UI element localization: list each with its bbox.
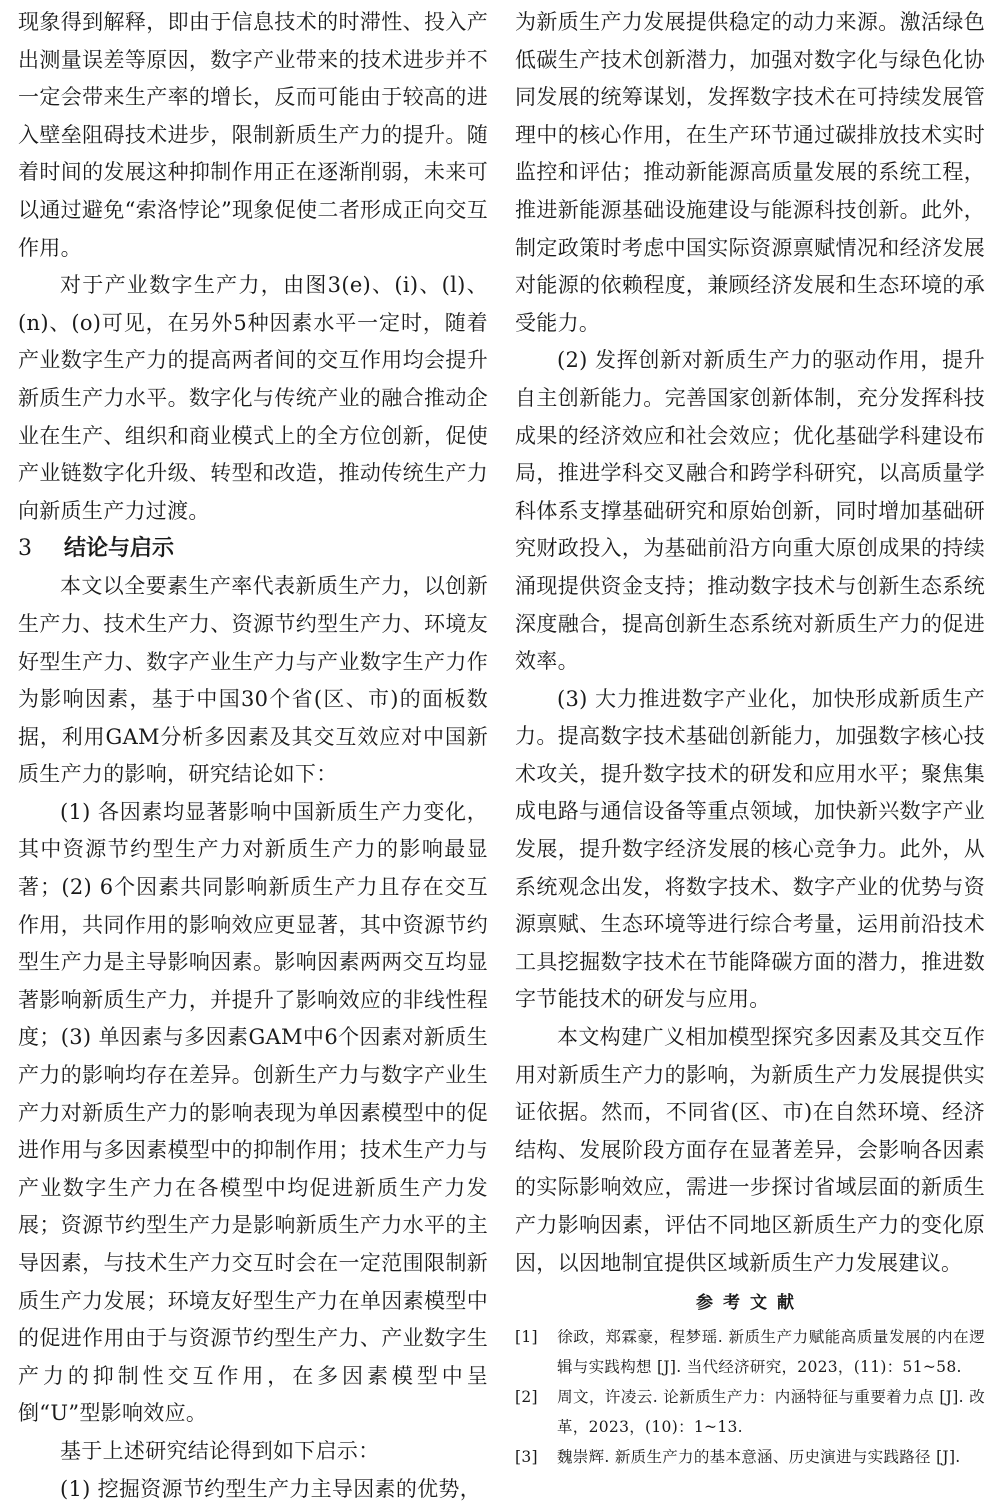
references-heading: 参考文献 <box>696 1293 804 1314</box>
paragraph: 对于产业数字生产力，由图3(e)、(i)、(l)、(n)、(o)可见，在另外5种因素水平一定时，随着产业数字生产力的提高两者间的交互作用均会提升新质生产力水平。数字化与传统产业的融合推动企业在生产、组织和商业模式上的全方位创新，促使产业链数字化升级、转型和改造，推动传统生产力向新质生产力过渡。 <box>18 273 488 523</box>
reference-item <box>515 1382 985 1442</box>
paragraph: 为新质生产力发展提供稳定的动力来源。激活绿色低碳生产技术创新潜力，加强对数字化与绿色化协同发展的统筹谋划，发挥数字技术在可持续发展管理中的核心作用，在生产环节通过碳排放技术实时监控和评估；推动新能源高质量发展的系统工程，推进新能源基础设施建设与能源科技创新。此外，制定政策时考虑中国实际资源禀赋情况和经济发展对能源的依赖程度，兼顾经济发展和生态环境的承受能力。 <box>515 10 985 335</box>
section-heading <box>18 530 488 568</box>
paragraph: (1) 各因素均显著影响中国新质生产力变化，其中资源节约型生产力对新质生产力的影响最显著；(2) 6个因素共同影响新质生产力且存在交互作用，共同作用的影响效应更显著，其中资源节约型生产力是主导影响因素。影响因素两两交互均显著影响新质生产力，并提升了影响效应的非线性程度；(3) 单因素与多因素GAM中6个因素对新质生产力的影响均存在差异。创新生产力与数字产业生产力对新质生产力的影响表现为单因素模型中的促进作用与多因素模型中的抑制作用；技术生产力与产业数字生产力在各模型中均促进新质生产力发展；资源节约型生产力是影响新质生产力水平的主导因素，与技术生产力交互时会在一定范围限制新质生产力发展；环境友好型生产力在单因素模型中的促进作用由于与资源节约型生产力、产业数字生产力的抑制性交互作用，在多因素模型中呈倒“U”型影响效应。 <box>18 799 488 1426</box>
section-number: 3 <box>18 536 32 562</box>
left-column <box>18 4 488 1508</box>
paragraph: 现象得到解释，即由于信息技术的时滞性、投入产出测量误差等原因，数字产业带来的技术进步并不一定会带来生产率的增长，反而可能由于较高的进入壁垒阻碍技术进步，限制新质生产力的提升。随着时间的发展这种抑制作用正在逐渐削弱，未来可以通过避免“索洛悖论”现象促使二者形成正向交互作用。 <box>18 10 488 260</box>
reference-text: 魏崇辉. 新质生产力的基本意涵、历史演进与实践路径 [J]. <box>557 1448 961 1467</box>
section-title: 结论与启示 <box>64 536 175 562</box>
reference-text: 徐政，郑霖豪，程梦瑶. 新质生产力赋能高质量发展的内在逻辑与实践构想 [J]. 当代经济研究，2023，(11)：51~58. <box>557 1328 985 1377</box>
paragraph: 本文以全要素生产率代表新质生产力，以创新生产力、技术生产力、资源节约型生产力、环境友好型生产力、数字产业生产力与产业数字生产力作为影响因素，基于中国30个省(区、市)的面板数据，利用GAM分析多因素及其交互效应对中国新质生产力的影响，研究结论如下： <box>18 574 488 787</box>
paragraph: (2) 发挥创新对新质生产力的驱动作用，提升自主创新能力。完善国家创新体制，充分发挥科技成果的经济效应和社会效应；优化基础学科建设布局，推进学科交叉融合和跨学科研究，以高质量学科体系支撑基础研究和原始创新，同时增加基础研究财政投入，为基础前沿方向重大原创成果的持续涌现提供资金支持；推动数字技术与创新生态系统深度融合，提高创新生态系统对新质生产力的促进效率。 <box>515 348 985 674</box>
reference-number: [3] <box>515 1448 538 1467</box>
reference-item <box>515 1442 985 1472</box>
right-column <box>515 4 985 1472</box>
reference-number: [2] <box>515 1388 538 1407</box>
reference-text: 周文，许凌云. 论新质生产力：内涵特征与重要着力点 [J]. 改革，2023，(10)：1~13. <box>557 1388 985 1437</box>
references-list <box>515 1322 985 1472</box>
paragraph: 本文构建广义相加模型探究多因素及其交互作用对新质生产力的影响，为新质生产力发展提供实证依据。然而，不同省(区、市)在自然环境、经济结构、发展阶段方面存在显著差异，会影响各因素的实际影响效应，需进一步探讨省域层面的新质生产力影响因素，评估不同地区新质生产力的变化原因，以因地制宜提供区域新质生产力发展建议。 <box>515 1025 985 1275</box>
reference-item <box>515 1322 985 1382</box>
paragraph: (1) 挖掘资源节约型生产力主导因素的优势， <box>60 1476 482 1501</box>
paragraph: 基于上述研究结论得到如下启示： <box>60 1438 380 1463</box>
paragraph: (3) 大力推进数字产业化，加快形成新质生产力。提高数字技术基础创新能力，加强数字核心技术攻关，提升数字技术的研发和应用水平；聚焦集成电路与通信设备等重点领域，加快新兴数字产业发展，提升数字经济发展的核心竞争力。此外，从系统观念出发，将数字技术、数字产业的优势与资源禀赋、生态环境等进行综合考量，运用前沿技术工具挖掘数字技术在节能降碳方面的潜力，推进数字节能技术的研发与应用。 <box>515 686 985 1012</box>
reference-number: [1] <box>515 1328 538 1347</box>
